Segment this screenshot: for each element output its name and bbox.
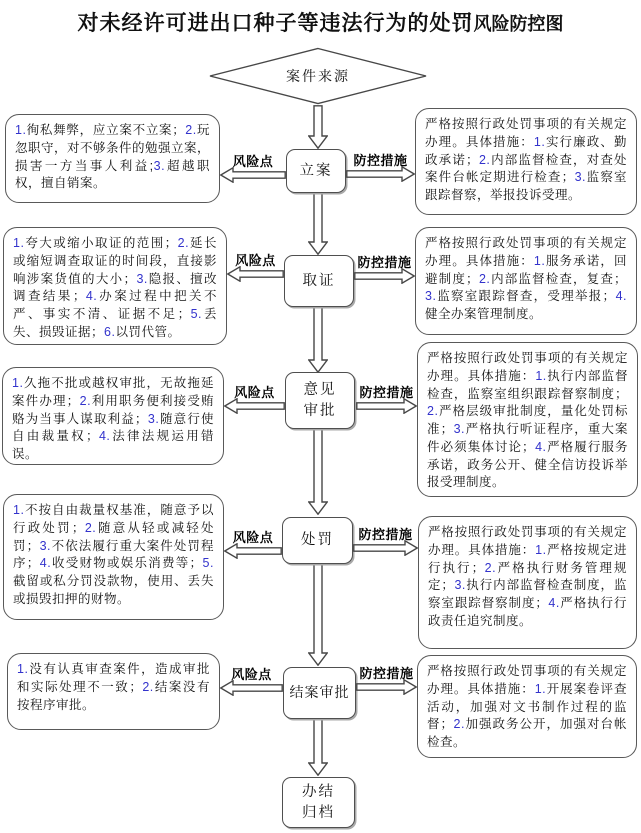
control-arrow-right-icon [346,166,415,182]
risk-textbox [7,653,220,730]
control-text: 严格按照行政处罚事项的有关规定办理。具体措施：1.严格按规定进行执行；2.严格执行财务管理规定；3.执行内部监督检查制度，监察室跟踪督察制度；4.严格执行行政责任追究制度。 [428,525,627,628]
control-arrow-right-icon [356,679,417,695]
page-title-main: 对未经许可进出口种子等违法行为的处罚 [77,12,474,35]
risk-point-label: 风险点 [235,253,276,268]
risk-point-label: 风险点 [232,154,274,169]
flow-arrow-down-icon [308,429,328,515]
page-title [0,7,641,37]
page-title-suffix: 风险防控图 [473,14,564,34]
control-textbox [417,655,637,758]
risk-textbox [3,227,227,345]
control-arrow-right-icon [353,540,418,556]
control-measures-label: 防控措施 [358,527,413,542]
risk-point-label: 风险点 [231,667,272,682]
control-measures-label: 防控措施 [359,666,414,681]
risk-text: 1.徇私舞弊，应立案不立案；2.玩忽职守，对不够条件的勉强立案，损害一方当事人利益;3.超越职权，擅自销案。 [15,123,211,191]
flow-arrow-down-icon [308,719,328,776]
risk-text: 1.不按自由裁量权基准，随意予以行政处罚；2.随意从轻或减轻处罚；3.不依法履行重大案件处罚程序；4.收受财物或娱乐消费等；5.截留或私分罚没款物，使用、丢失或损毁扣押的财物。 [13,503,214,606]
risk-textbox [3,494,224,620]
stage-label: 取证 [302,272,336,289]
risk-point-label: 风险点 [232,530,274,545]
stage-label: 意见 [303,382,337,399]
control-textbox [417,342,638,497]
control-text: 严格按照行政处罚事项的有关规定办理。具体措施：1.实行廉政、勤政承诺；2.内部监督检查，对查处案件台帐定期进行检查；3.监察室跟踪督察，举报投诉受理。 [425,117,627,202]
control-textbox [415,227,637,335]
stage-node-case-closing [283,667,356,719]
control-measures-label: 防控措施 [357,255,412,270]
stage-node-punishment [282,517,353,564]
risk-point-label: 风险点 [234,385,275,400]
control-textbox [415,108,637,215]
control-measures-label: 防控措施 [353,153,408,168]
risk-text: 1.没有认真审查案件，造成审批和实际处理不一致；2.结案没有按程序审批。 [17,662,210,712]
stage-node-opinion-approval [285,372,355,429]
stage-node-evidence [284,255,354,307]
control-text: 严格按照行政处罚事项的有关规定办理。具体措施：1.开展案卷评查活动，加强对文书制作过程的监督；2.加强政务公开，加强对台帐检查。 [427,664,627,749]
stage-node-archive [282,777,355,828]
risk-arrow-left-icon [224,398,285,414]
stage-label: 立案 [299,162,333,179]
risk-arrow-left-icon [220,167,286,183]
control-text: 严格按照行政处罚事项的有关规定办理。具体措施：1.执行内部监督检查，监察室组织跟踪督察制度；2.严格层级审批制度，量化处罚标准；3.严格执行听证程序，重大案件必须集体讨论；4.严格履行服务承诺，政务公开、健全信访投诉举报受理制度。 [427,351,628,490]
stage-label: 结案审批 [289,684,350,701]
risk-arrow-left-icon [220,680,283,696]
control-measures-label: 防控措施 [359,385,414,400]
flow-arrow-down-icon [308,105,328,149]
case-source-node [208,47,428,105]
control-arrow-right-icon [354,268,415,284]
flow-arrow-down-icon [308,307,328,373]
risk-text: 1.久拖不批或越权审批，无故拖延案件办理；2.利用职务便利接受贿赂为当事人谋取利益；3.随意行使自由裁量权；4.法律法规运用错误。 [12,376,214,461]
risk-arrow-left-icon [227,266,284,282]
control-textbox [418,516,637,649]
case-source-label: 案件来源 [286,68,350,84]
stage-label: 处罚 [301,532,334,549]
control-text: 严格按照行政处罚事项的有关规定办理。具体措施：1.服务承诺，回避制度；2.内部监督检查，复查；3.监察室跟踪督查，受理举报；4.健全办案管理制度。 [425,236,627,321]
stage-label-line2: 审批 [303,402,337,419]
stage-label: 办结 [302,784,335,801]
control-arrow-right-icon [356,398,417,414]
risk-arrow-left-icon [224,543,282,559]
stage-label-line2: 归档 [302,804,335,821]
stage-node-filing [286,149,346,193]
risk-text: 1.夸大或缩小取证的范围；2.延长或缩短调查取证的时间段，直接影响涉案货值的大小；3.隐报、擅改调查结果；4.办案过程中把关不严、事实不清、证据不足；5.丢失、损毁证据；6.以罚代管。 [13,236,217,339]
flow-arrow-down-icon [308,193,328,255]
risk-textbox [2,367,224,465]
flow-arrow-down-icon [308,564,328,666]
risk-textbox [5,114,220,203]
